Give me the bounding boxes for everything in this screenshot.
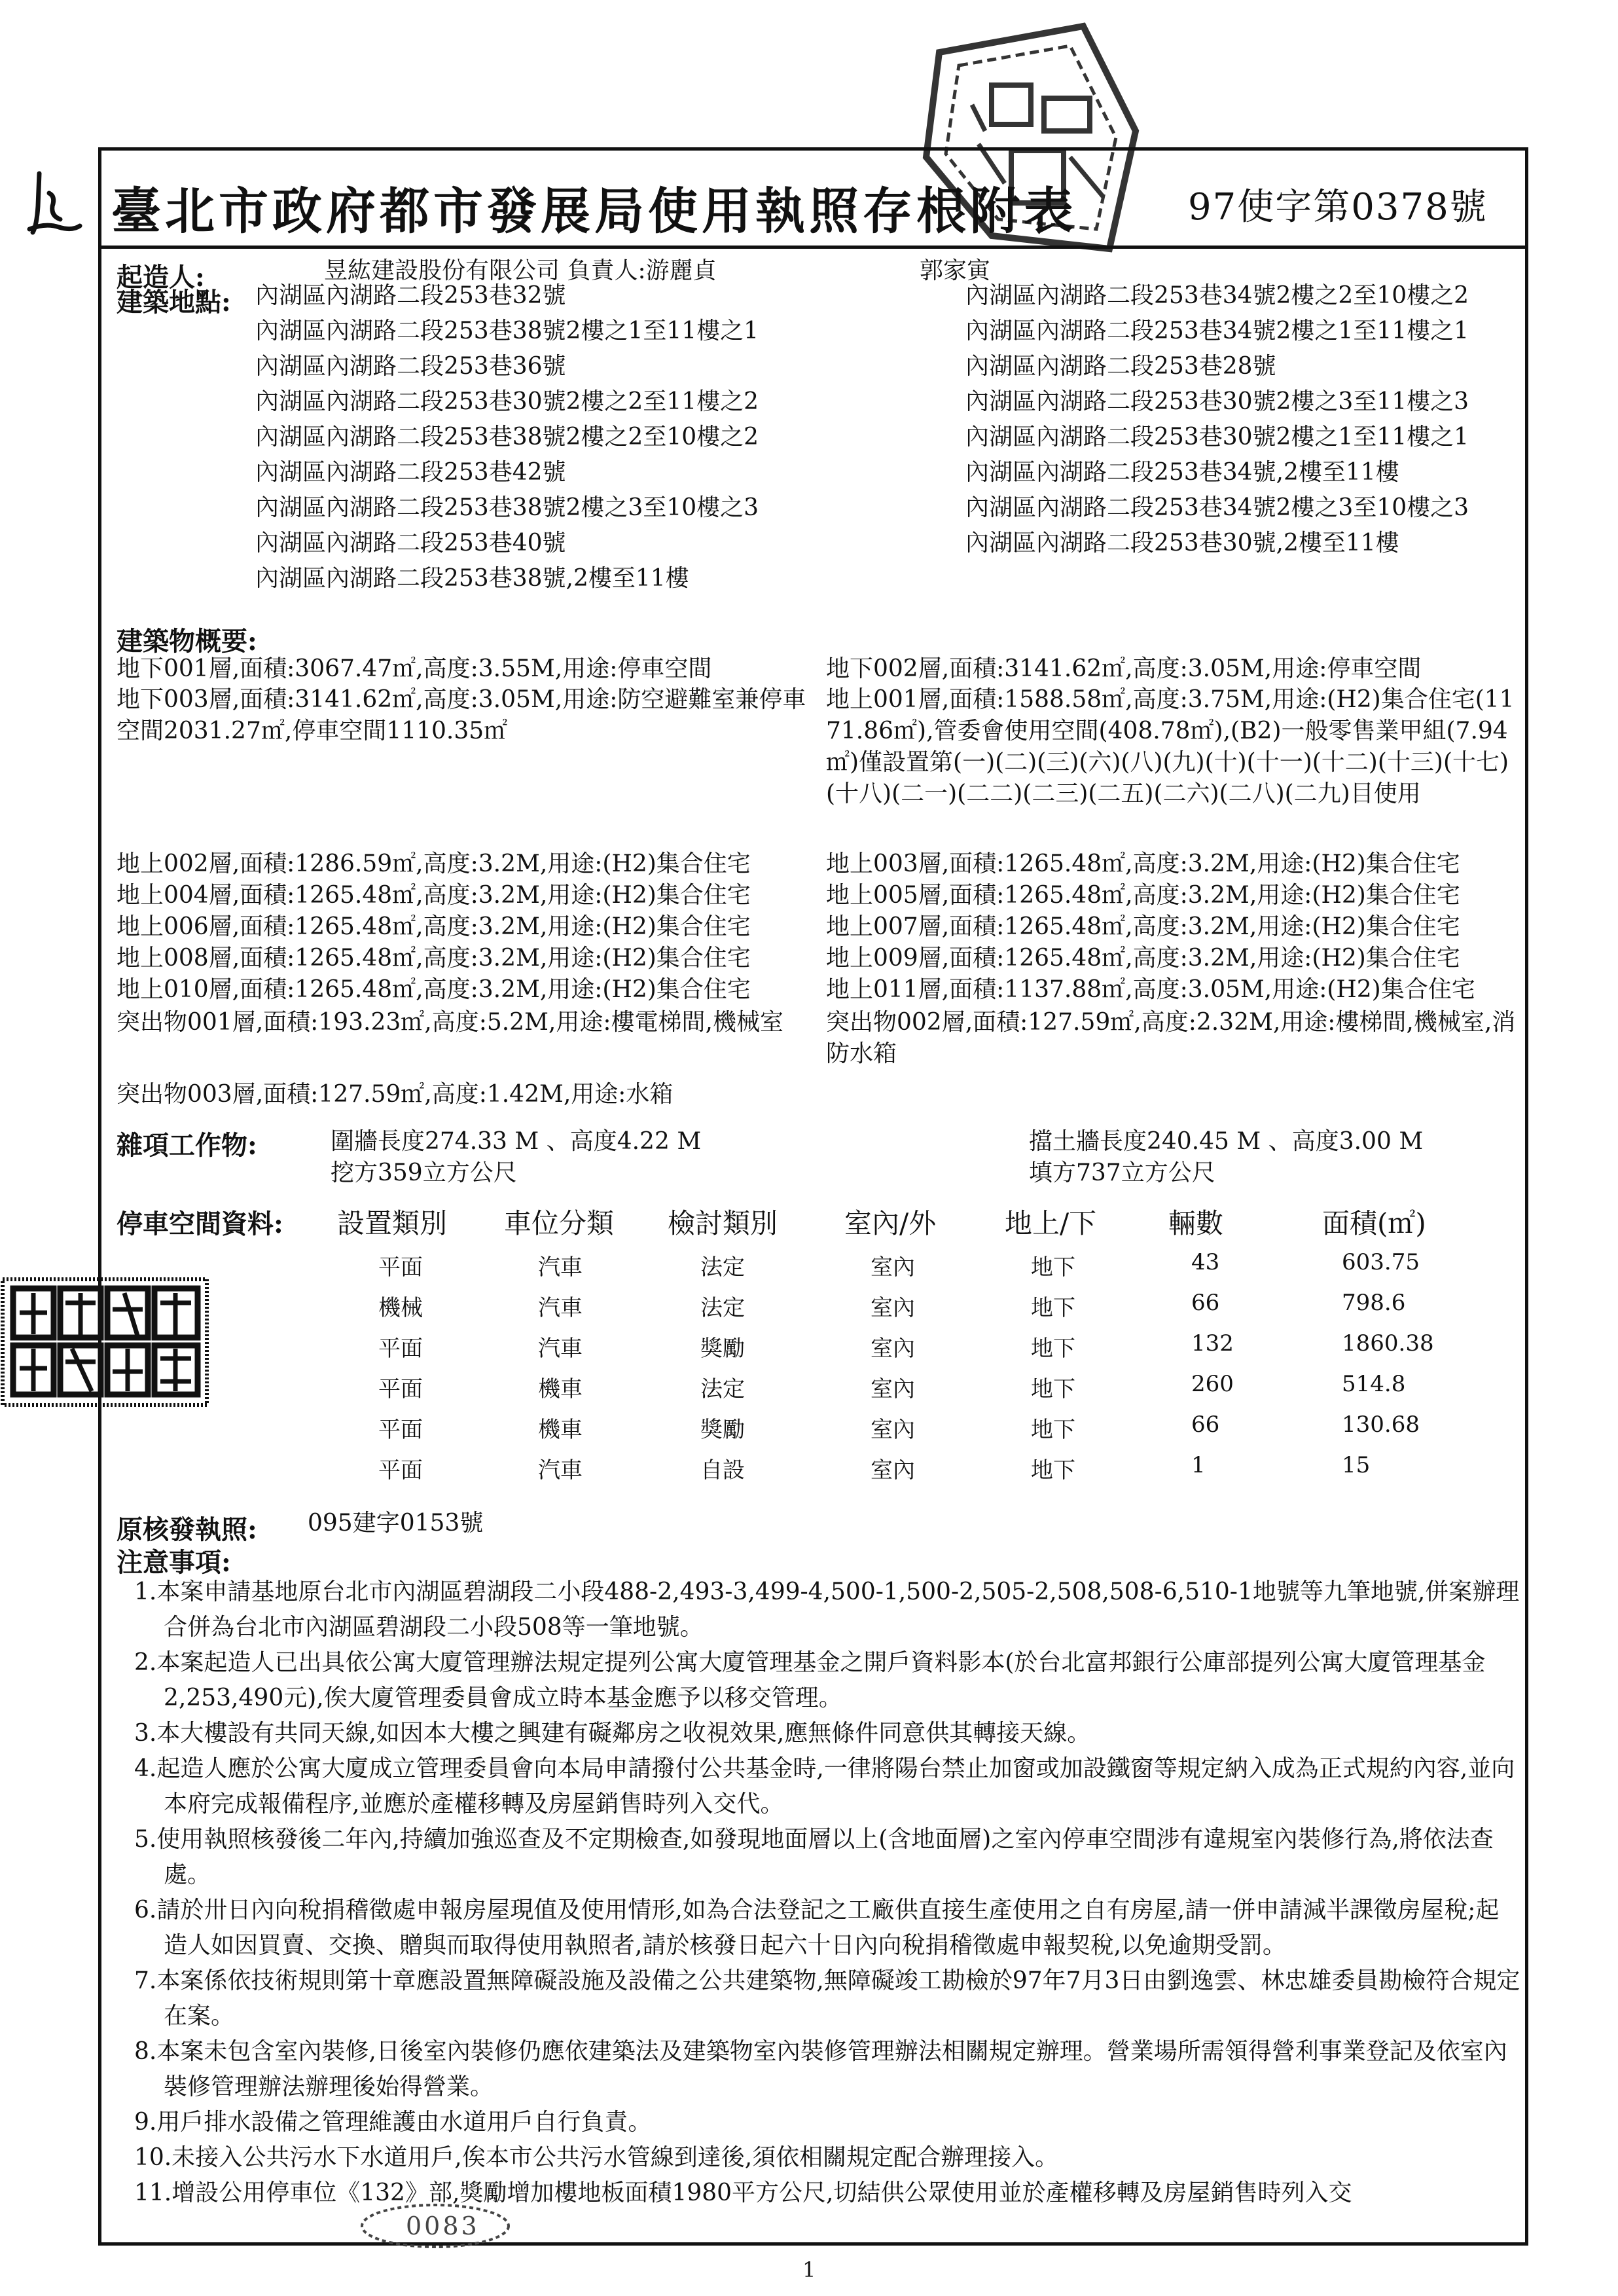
site-address: 內湖區內湖路二段253巷30號2樓之2至11樓之2: [255, 388, 759, 415]
site-address: 內湖區內湖路二段253巷30號2樓之1至11樓之1: [965, 424, 1469, 450]
misc-label: 雜項工作物:: [117, 1130, 257, 1161]
parking-col-review: 檢討類別: [668, 1207, 778, 1239]
floor-f8: 地上008層,面積:1265.48㎡,高度:3.2M,用途:(H2)集合住宅: [117, 945, 751, 972]
parking-col-area: 面積(㎡): [1322, 1207, 1426, 1239]
parking-cell: 132: [1191, 1330, 1234, 1357]
original-permit-label: 原核發執照:: [117, 1514, 257, 1545]
note-item: 3.本大樓設有共同天線,如因本大樓之興建有礙鄰房之收視效果,應無條件同意供其轉接天線。: [134, 1720, 1091, 1747]
floor-f2: 地上002層,面積:1286.59㎡,高度:3.2M,用途:(H2)集合住宅: [117, 850, 751, 877]
parking-cell: 43: [1191, 1249, 1220, 1275]
parking-cell: 地下: [1031, 1376, 1075, 1402]
note-item: 1.本案申請基地原台北市內湖區碧湖段二小段488-2,493-3,499-4,500-1,500-2,505-2,508,508-6,510-1地號等九筆地號,併案辦理合併為台北市內湖區碧湖段二小段508等一筆地號。: [134, 1578, 1520, 1641]
parking-cell: 地下: [1031, 1457, 1075, 1484]
site-address: 內湖區內湖路二段253巷34號,2樓至11樓: [965, 459, 1399, 486]
site-address: 內湖區內湖路二段253巷30號,2樓至11樓: [965, 530, 1399, 556]
floor-f7: 地上007層,面積:1265.48㎡,高度:3.2M,用途:(H2)集合住宅: [826, 913, 1460, 940]
note-item: 7.本案係依技術規則第十章應設置無障礙設施及設備之公共建築物,無障礙竣工勘檢於97年7月3日由劉逸雲、林忠雄委員勘檢符合規定在案。: [134, 1967, 1520, 2030]
parking-cell: 獎勵: [700, 1336, 745, 1362]
parking-cell: 66: [1191, 1412, 1220, 1438]
original-permit-value: 095建字0153號: [308, 1510, 484, 1537]
parking-cell: 汽車: [538, 1295, 583, 1321]
parking-label: 停車空間資料:: [117, 1209, 283, 1239]
parking-cell: 平面: [378, 1376, 423, 1402]
floor-b1: 地下001層,面積:3067.47㎡,高度:3.55M,用途:停車空間: [117, 655, 712, 682]
site-address: 內湖區內湖路二段253巷30號2樓之3至11樓之3: [965, 388, 1469, 415]
parking-cell: 自設: [700, 1457, 745, 1484]
floor-p2: 突出物002層,面積:127.59㎡,高度:2.32M,用途:樓梯間,機械室,消防水箱: [826, 1009, 1516, 1067]
parking-cell: 地下: [1031, 1336, 1075, 1362]
page-number: 1: [802, 2257, 816, 2282]
site-label: 建築地點:: [117, 287, 231, 318]
bottom-number-text: 0083: [406, 2212, 480, 2240]
parking-cell: 130.68: [1342, 1412, 1420, 1438]
floor-b3: 地下003層,面積:3141.62㎡,高度:3.05M,用途:防空避難室兼停車空間2031.27㎡,停車空間1110.35㎡: [117, 686, 806, 744]
floor-b2: 地下002層,面積:3141.62㎡,高度:3.05M,用途:停車空間: [826, 655, 1422, 682]
note-item: 9.用戶排水設備之管理維護由水道用戶自行負責。: [134, 2109, 652, 2136]
misc-excavation: 挖方359立方公尺: [331, 1159, 517, 1186]
site-address: 內湖區內湖路二段253巷34號2樓之1至11樓之1: [965, 318, 1469, 344]
site-address: 內湖區內湖路二段253巷38號,2樓至11樓: [255, 565, 689, 592]
site-address: 內湖區內湖路二段253巷28號: [965, 353, 1276, 380]
permit-number: 97使字第0378號: [1188, 186, 1488, 228]
parking-cell: 地下: [1031, 1417, 1075, 1443]
parking-cell: 地下: [1031, 1295, 1075, 1321]
site-address: 內湖區內湖路二段253巷42號: [255, 459, 566, 486]
document-title: 臺北市政府都市發展局使用執照存根附表: [111, 182, 1077, 240]
floor-p1: 突出物001層,面積:193.23㎡,高度:5.2M,用途:樓電梯間,機械室: [117, 1009, 783, 1036]
parking-col-type: 設置類別: [337, 1207, 448, 1239]
floor-f5: 地上005層,面積:1265.48㎡,高度:3.2M,用途:(H2)集合住宅: [826, 882, 1460, 909]
parking-col-count: 輛數: [1168, 1207, 1224, 1239]
parking-cell: 平面: [378, 1254, 423, 1281]
floor-f4: 地上004層,面積:1265.48㎡,高度:3.2M,用途:(H2)集合住宅: [117, 882, 751, 909]
site-address: 內湖區內湖路二段253巷38號2樓之3至10樓之3: [255, 494, 759, 521]
misc-wall: 圍牆長度274.33 M 、高度4.22 M: [331, 1128, 702, 1155]
site-address: 內湖區內湖路二段253巷38號2樓之2至10樓之2: [255, 424, 759, 450]
applicant-value: 昱紘建設股份有限公司 負責人:游麗貞: [324, 257, 717, 284]
handwritten-mark: [20, 167, 85, 246]
floor-p3: 突出物003層,面積:127.59㎡,高度:1.42M,用途:水箱: [117, 1081, 674, 1108]
parking-cell: 法定: [700, 1295, 745, 1321]
parking-cell: 66: [1191, 1290, 1220, 1316]
note-item: 2.本案起造人已出具依公寓大廈管理辦法規定提列公寓大廈管理基金之開戶資料影本(於台北富邦銀行公庫部提列公寓大廈管理基金2,253,490元),俟大廈管理委員會成立時本基金應予以移交管理。: [134, 1649, 1486, 1711]
note-item: 8.本案未包含室內裝修,日後室內裝修仍應依建築法及建築物室內裝修管理辦法相關規定辦理。營業場所需領得營利事業登記及依室內裝修管理辦法辦理後始得營業。: [134, 2038, 1507, 2100]
parking-col-vehicle: 車位分類: [504, 1207, 615, 1239]
parking-cell: 798.6: [1342, 1290, 1406, 1316]
parking-cell: 室內: [871, 1336, 915, 1362]
site-address: 內湖區內湖路二段253巷40號: [255, 530, 566, 556]
parking-cell: 汽車: [538, 1336, 583, 1362]
note-item: 6.請於卅日內向稅捐稽徵處申報房屋現值及使用情形,如為合法登記之工廠供直接生產使用之自有房屋,請一併申請減半課徵房屋稅;起造人如因買賣、交換、贈與而取得使用執照者,請於核發日起六十日內向稅捐稽徵處申報契稅,以免逾期受罰。: [134, 1897, 1500, 1959]
parking-cell: 室內: [871, 1295, 915, 1321]
parking-cell: 260: [1191, 1371, 1234, 1397]
applicant-label: 起造人:: [117, 262, 205, 293]
site-list-left: [255, 282, 759, 600]
site-address: 內湖區內湖路二段253巷34號2樓之2至10樓之2: [965, 282, 1469, 309]
parking-cell: 平面: [378, 1336, 423, 1362]
site-address: 內湖區內湖路二段253巷36號: [255, 353, 566, 380]
floor-f9: 地上009層,面積:1265.48㎡,高度:3.2M,用途:(H2)集合住宅: [826, 945, 1460, 972]
parking-cell: 法定: [700, 1254, 745, 1281]
parking-cell: 獎勵: [700, 1417, 745, 1443]
parking-cell: 平面: [378, 1457, 423, 1484]
floor-f11: 地上011層,面積:1137.88㎡,高度:3.05M,用途:(H2)集合住宅: [826, 976, 1475, 1003]
parking-cell: 1: [1191, 1452, 1206, 1478]
site-address: 內湖區內湖路二段253巷34號2樓之3至10樓之3: [965, 494, 1469, 521]
parking-cell: 15: [1342, 1452, 1371, 1478]
parking-cell: 汽車: [538, 1457, 583, 1484]
notes-list: [134, 1575, 1522, 2211]
parking-cell: 514.8: [1342, 1371, 1406, 1397]
notes-label: 注意事項:: [117, 1547, 231, 1578]
parking-cell: 地下: [1031, 1254, 1075, 1281]
parking-col-level: 地上/下: [1005, 1207, 1097, 1239]
site-address: 內湖區內湖路二段253巷32號: [255, 282, 566, 309]
title-divider: [98, 246, 1528, 249]
applicant-second: 郭家寅: [920, 257, 991, 284]
parking-cell: 室內: [871, 1254, 915, 1281]
parking-cell: 室內: [871, 1417, 915, 1443]
parking-cell: 603.75: [1342, 1249, 1420, 1275]
site-address: 內湖區內湖路二段253巷38號2樓之1至11樓之1: [255, 318, 759, 344]
parking-cell: 機械: [378, 1295, 423, 1321]
note-item: 10.未接入公共污水下水道用戶,俟本市公共污水管線到達後,須依相關規定配合辦理接入。: [134, 2144, 1059, 2171]
note-item: 5.使用執照核發後二年內,持續加強巡查及不定期檢查,如發現地面層以上(含地面層)之室內停車空間涉有違規室內裝修行為,將依法查處。: [134, 1826, 1494, 1888]
overview-label: 建築物概要:: [117, 626, 257, 657]
floor-f10: 地上010層,面積:1265.48㎡,高度:3.2M,用途:(H2)集合住宅: [117, 976, 751, 1003]
parking-cell: 機車: [538, 1417, 583, 1443]
parking-cell: 平面: [378, 1417, 423, 1443]
parking-cell: 室內: [871, 1376, 915, 1402]
note-item: 4.起造人應於公寓大廈成立管理委員會向本局申請撥付公共基金時,一律將陽台禁止加窗或加設鐵窗等規定納入成為正式規約內容,並向本府完成報備程序,並應於產權移轉及房屋銷售時列入交代。: [134, 1755, 1515, 1817]
floor-f6: 地上006層,面積:1265.48㎡,高度:3.2M,用途:(H2)集合住宅: [117, 913, 751, 940]
left-seal-stamp: [0, 1277, 209, 1408]
parking-cell: 室內: [871, 1457, 915, 1484]
floor-f1: 地上001層,面積:1588.58㎡,高度:3.75M,用途:(H2)集合住宅(1171.86㎡),管委會使用空間(408.78㎡),(B2)一般零售業甲組(7.94㎡)僅設置第(一)(二)(三)(六)(八)(九)(十)(十一)(十二)(十三)(十七)(十八)(二一)(二二)(二三)(二五)(二六)(二八)(二九)目使用: [826, 686, 1515, 807]
parking-cell: 法定: [700, 1376, 745, 1402]
site-list-right: [965, 282, 1469, 564]
note-item: 11.增設公用停車位《132》部,獎勵增加樓地板面積1980平方公尺,切結供公眾使用並於產權移轉及房屋銷售時列入交: [134, 2179, 1352, 2206]
parking-col-indoor: 室內/外: [844, 1207, 937, 1239]
parking-cell: 機車: [538, 1376, 583, 1402]
misc-retaining-wall: 擋土牆長度240.45 M 、高度3.00 M: [1029, 1128, 1424, 1155]
parking-cell: 汽車: [538, 1254, 583, 1281]
floor-f3: 地上003層,面積:1265.48㎡,高度:3.2M,用途:(H2)集合住宅: [826, 850, 1460, 877]
misc-fill: 填方737立方公尺: [1029, 1159, 1215, 1186]
parking-cell: 1860.38: [1342, 1330, 1434, 1357]
